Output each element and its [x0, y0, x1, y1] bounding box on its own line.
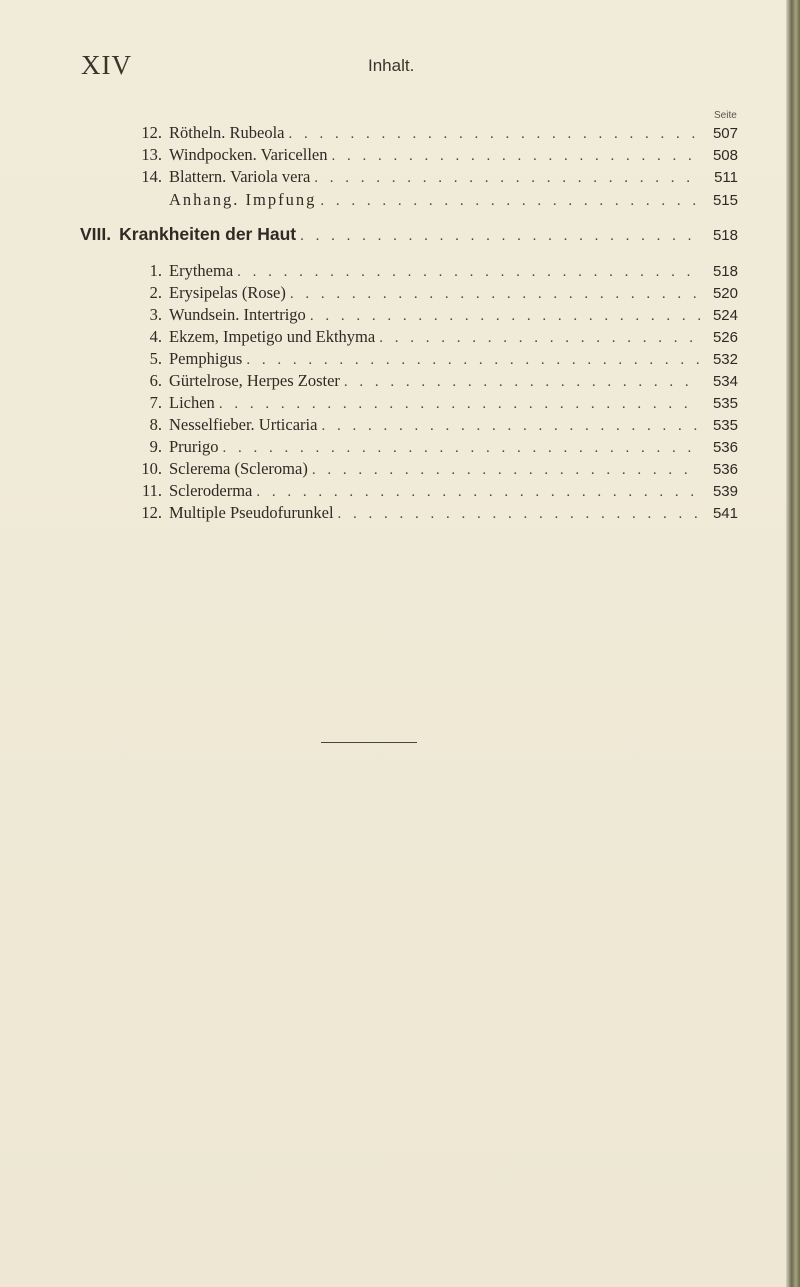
leader-dots [237, 264, 700, 281]
section-title: Krankheiten der Haut [119, 224, 297, 244]
entry-page: 507 [712, 125, 738, 142]
entry-title: Gürtelrose, Herpes Zoster [169, 371, 340, 390]
leader-dots [223, 440, 701, 457]
page-column-label: Seite [714, 110, 737, 121]
toc-entry [134, 459, 738, 481]
entry-page: 518 [712, 263, 738, 280]
entry-page: 539 [712, 483, 738, 500]
toc-entry [134, 371, 738, 393]
section-number: VIII. [80, 224, 112, 244]
leader-dots [314, 170, 700, 187]
toc-entry [134, 415, 738, 437]
toc-entry [134, 481, 738, 503]
page-edge-shadow [786, 0, 800, 1287]
toc-entry-appendix [169, 190, 738, 212]
entry-number: 8. [149, 415, 162, 434]
toc-entry [134, 437, 738, 459]
entry-page: 532 [712, 351, 738, 368]
entry-number: 7. [149, 393, 162, 412]
entry-number: 4. [149, 327, 162, 346]
entry-number: 2. [149, 283, 162, 302]
toc-entry [134, 393, 738, 415]
entry-page: 534 [712, 373, 738, 390]
entry-title: Blattern. Variola vera [169, 167, 311, 186]
entry-number: 10. [141, 459, 162, 478]
entry-title: Erysipelas (Rose) [169, 283, 286, 302]
leader-dots [331, 148, 700, 165]
leader-dots [312, 462, 700, 479]
entry-number: 12. [141, 503, 162, 522]
leader-dots [246, 352, 700, 369]
entry-title: Erythema [169, 261, 234, 280]
leader-dots [321, 418, 700, 435]
entry-number: 3. [149, 305, 162, 324]
entry-title: Prurigo [169, 437, 219, 456]
leader-dots [320, 193, 700, 210]
toc-section-heading [80, 224, 738, 250]
toc-entry [134, 283, 738, 305]
toc-entry [134, 327, 738, 349]
entry-page: 524 [712, 307, 738, 324]
entry-number: 6. [149, 371, 162, 390]
leader-dots [310, 308, 700, 325]
toc-entry [134, 503, 738, 525]
section-page: 518 [712, 227, 738, 244]
leader-dots [338, 506, 700, 523]
toc-entry [134, 305, 738, 327]
toc-entry [134, 167, 738, 189]
entry-page: 508 [712, 147, 738, 164]
leader-dots [256, 484, 700, 501]
leader-dots [379, 330, 700, 347]
entry-title: Anhang. Impfung [169, 190, 317, 209]
leader-dots [288, 126, 700, 143]
entry-title: Pemphigus [169, 349, 243, 368]
running-title: Inhalt. [368, 56, 415, 75]
entry-number: 12. [141, 123, 162, 142]
closing-rule [321, 742, 417, 743]
entry-page: 541 [712, 505, 738, 522]
entry-number: 5. [149, 349, 162, 368]
leader-dots [344, 374, 700, 391]
entry-title: Multiple Pseudofurunkel [169, 503, 334, 522]
entry-page: 520 [712, 285, 738, 302]
entry-title: Wundsein. Intertrigo [169, 305, 306, 324]
entry-number: 14. [141, 167, 162, 186]
entry-number: 9. [149, 437, 162, 456]
toc-entry [134, 145, 738, 167]
leader-dots [300, 228, 700, 245]
leader-dots [290, 286, 700, 303]
entry-number: 13. [141, 145, 162, 164]
entry-title: Nesselfieber. Urticaria [169, 415, 318, 434]
entry-title: Ekzem, Impetigo und Ekthyma [169, 327, 376, 346]
entry-page: 515 [712, 192, 738, 209]
entry-page: 536 [712, 461, 738, 478]
entry-page: 536 [712, 439, 738, 456]
entry-page: 535 [712, 395, 738, 412]
toc-entry [134, 123, 738, 145]
entry-page: 526 [712, 329, 738, 346]
toc-entry [134, 349, 738, 371]
entry-title: Scleroderma [169, 481, 253, 500]
toc-entry [134, 261, 738, 283]
entry-number: 1. [149, 261, 162, 280]
entry-page: 535 [712, 417, 738, 434]
entry-title: Windpocken. Varicellen [169, 145, 328, 164]
leader-dots [219, 396, 700, 413]
entry-number: 11. [141, 481, 162, 500]
entry-title: Lichen [169, 393, 215, 412]
entry-title: Rötheln. Rubeola [169, 123, 285, 142]
page-number-roman: XIV [81, 50, 132, 80]
entry-page: 511 [714, 169, 738, 186]
entry-title: Sclerema (Scleroma) [169, 459, 308, 478]
